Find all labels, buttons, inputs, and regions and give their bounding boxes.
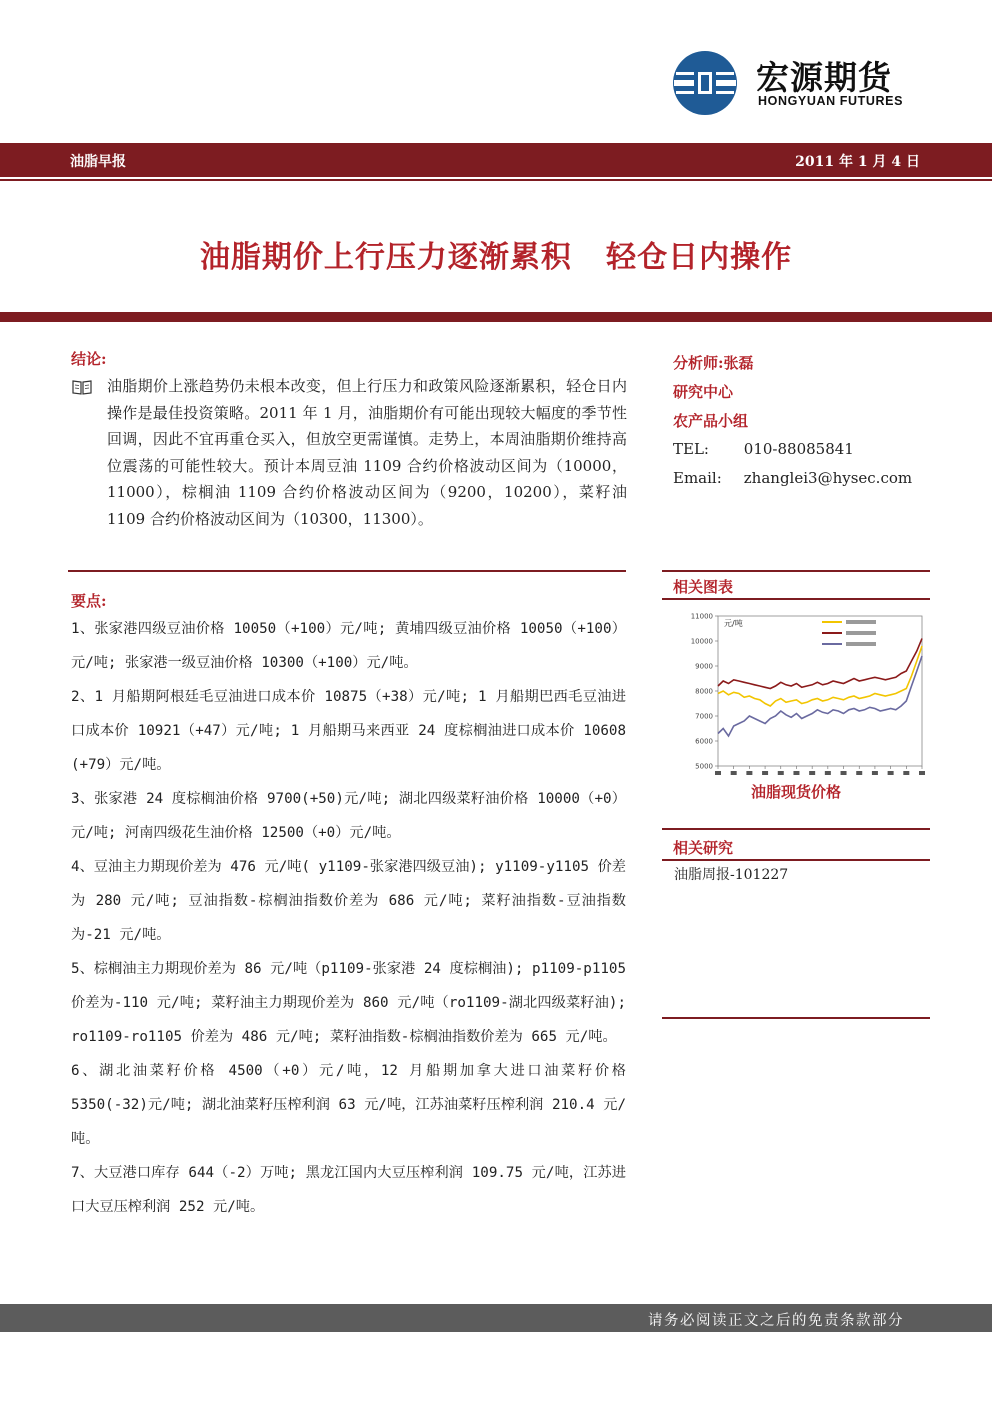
y-tick-label: 5000	[695, 762, 713, 771]
key-point-item: 5、棕榈油主力期现价差为 86 元/吨（p1109-张家港 24 度棕榈油); p1109-p1105 价差为-110 元/吨; 菜籽油主力期现价差为 860 元/吨（ro1109-湖北四级菜籽油); ro1109-ro1105 价差为 486 元/吨; 菜籽油指数-棕榈油指数价差为 665 元/吨。	[71, 961, 626, 1045]
footer-bar	[0, 1304, 992, 1332]
x-tick-label	[809, 771, 815, 775]
legend-label	[846, 620, 876, 624]
x-tick-label	[903, 771, 909, 775]
y-axis-unit-label: 元/吨	[724, 619, 743, 628]
book-icon	[72, 379, 92, 395]
key-point-item: 4、豆油主力期现价差为 476 元/吨( y1109-张家港四级豆油); y1109-y1105 价差为 280 元/吨; 豆油指数-棕榈油指数价差为 686 元/吨; 菜籽油指数-豆油指数为-21 元/吨。	[71, 859, 626, 943]
related-chart-title: 相关图表	[673, 578, 734, 596]
brand-name-en: HONGYUAN FUTURES	[758, 94, 904, 108]
report-header-bar	[0, 143, 992, 177]
x-tick-label	[715, 771, 721, 775]
x-tick-label	[872, 771, 878, 775]
key-point-item: 1、张家港四级豆油价格 10050（+100）元/吨; 黄埔四级豆油价格 10050（+100）元/吨; 张家港一级豆油价格 10300（+100）元/吨。	[71, 621, 626, 671]
chart-caption: 油脂现货价格	[750, 783, 841, 801]
brand-name-cn: 宏源期货	[756, 58, 892, 97]
y-tick-label: 10000	[690, 637, 713, 646]
tel-value: 010-88085841	[743, 440, 854, 458]
analyst-block	[673, 351, 933, 438]
chart-title-divider	[662, 598, 930, 600]
x-tick-label	[919, 771, 925, 775]
y-tick-label: 11000	[690, 612, 713, 621]
conclusion-text: 油脂期价上涨趋势仍未根本改变，但上行压力和政策风险逐渐累积，轻仓日内操作是最佳投资策略。2011 年 1 月，油脂期价有可能出现较大幅度的季节性回调，因此不宜再重仓买入，但放空更需谨慎。走势上，本周油脂期价维持高位震荡的可能性较大。预计本周豆油 1109 合约价格波动区间为（10000，11000），棕榈油 1109 合约价格波动区间为（9200，10200），菜籽油 1109 合约价格波动区间为（10300，11300）。	[107, 377, 627, 528]
section-divider	[68, 570, 626, 572]
analyst-email	[673, 469, 933, 487]
header-divider	[0, 179, 992, 181]
x-tick-label	[888, 771, 894, 775]
hongyuan-logo-mark-icon	[672, 50, 738, 116]
key-point-item: 3、张家港 24 度棕榈油价格 9700(+50)元/吨; 湖北四级菜籽油价格 10000（+0）元/吨; 河南四级花生油价格 12500（+0）元/吨。	[71, 791, 626, 841]
key-point-item: 2、1 月船期阿根廷毛豆油进口成本价 10875（+38）元/吨; 1 月船期巴西毛豆油进口成本价 10921（+47）元/吨; 1 月船期马来西亚 24 度棕榈油进口成本价 10608 (+79）元/吨。	[71, 689, 626, 773]
x-tick-label	[778, 771, 784, 775]
y-tick-label: 9000	[695, 662, 713, 671]
x-tick-label	[841, 771, 847, 775]
key-point-item: 6、湖北油菜籽价格 4500（+0）元/吨，12 月船期加拿大进口油菜籽价格 5350(-32)元/吨; 湖北油菜籽压榨利润 63 元/吨，江苏油菜籽压榨利润 210.4 元/吨。	[71, 1063, 626, 1147]
research-bottom-divider	[662, 1017, 930, 1019]
report-type: 油脂早报	[70, 154, 126, 170]
conclusion-title: 结论:	[71, 350, 107, 368]
analyst-dept: 研究中心	[673, 383, 734, 401]
legend-label	[846, 642, 876, 646]
report-date: 2011 年 1 月 4 日	[795, 154, 920, 170]
key-points-title: 要点:	[71, 592, 107, 610]
legend-label	[846, 631, 876, 635]
research-title-divider	[662, 859, 930, 861]
x-tick-label	[746, 771, 752, 775]
tel-label: TEL:	[673, 440, 709, 458]
analyst-tel	[673, 440, 933, 458]
oil-price-chart	[672, 606, 930, 784]
key-point-item: 7、大豆港口库存 644（-2）万吨; 黑龙江国内大豆压榨利润 109.75 元/吨，江苏进口大豆压榨利润 252 元/吨。	[71, 1165, 626, 1215]
x-tick-label	[793, 771, 799, 775]
company-logo	[672, 44, 922, 120]
chart-plot-area	[718, 616, 922, 766]
email-label: Email:	[673, 469, 722, 487]
research-section-divider	[662, 828, 930, 830]
headline-divider	[0, 312, 992, 322]
y-tick-label: 8000	[695, 687, 713, 696]
x-tick-label	[825, 771, 831, 775]
x-tick-label	[731, 771, 737, 775]
y-tick-label: 6000	[695, 737, 713, 746]
related-report-link[interactable]: 油脂周报-101227	[674, 867, 789, 883]
related-research-title: 相关研究	[673, 839, 734, 857]
x-tick-label	[856, 771, 862, 775]
y-tick-label: 7000	[695, 712, 713, 721]
disclaimer-notice[interactable]: 请务必阅读正文之后的免责条款部分	[648, 1313, 904, 1329]
analyst-name: 分析师:张磊	[673, 354, 754, 372]
chart-section-divider	[662, 570, 930, 572]
x-tick-label	[762, 771, 768, 775]
key-points-list	[71, 612, 626, 1224]
report-headline: 油脂期价上行压力逐渐累积 轻仓日内操作	[199, 240, 793, 275]
email-value[interactable]: zhanglei3@hysec.com	[743, 469, 913, 487]
analyst-group: 农产品小组	[673, 412, 749, 430]
